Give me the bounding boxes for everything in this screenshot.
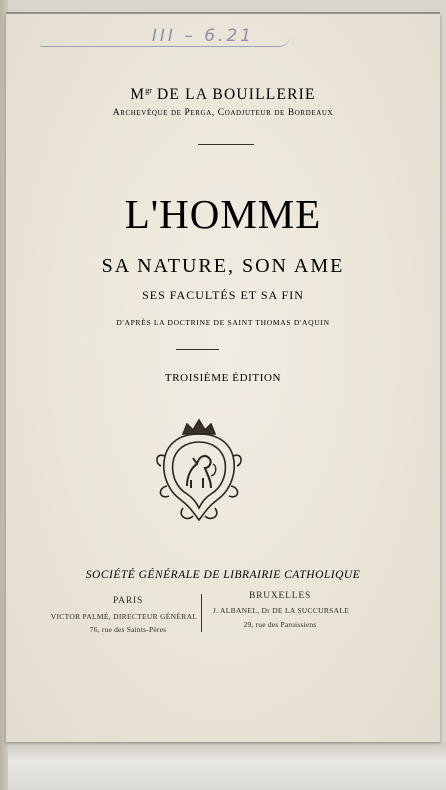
table-surface bbox=[0, 742, 446, 790]
heraldic-lion-emblem-icon bbox=[153, 416, 245, 528]
book-title: L'HOMME bbox=[124, 191, 322, 237]
book-subtitle-2: SES FACULTÉS ET SA FIN bbox=[142, 288, 304, 302]
brussels-address: 29, rue des Paroissiens bbox=[243, 620, 317, 629]
paris-director-line: VICTOR PALMÉ, DIRECTEUR GÉNÉRAL bbox=[50, 612, 198, 621]
paris-address: 76, rue des Saints-Pères bbox=[89, 625, 167, 634]
book-subtitle-3: D'APRÈS LA DOCTRINE DE SAINT THOMAS D'AQUIN bbox=[116, 318, 330, 327]
author-surname: DE LA BOUILLERIE bbox=[157, 86, 316, 104]
author-title: Archevêque de Perga, Coadjuteur de Bordeaux bbox=[112, 108, 334, 118]
publisher-name: SOCIÉTÉ GÉNÉRALE DE LIBRAIRIE CATHOLIQUE bbox=[85, 569, 361, 581]
author-prefix-sup: gr bbox=[145, 86, 152, 95]
divider-rule-top bbox=[198, 144, 254, 145]
author-prefix: M bbox=[130, 86, 146, 104]
brussels-branch-line: J. ALBANEL, Dr DE LA SUCCURSALE bbox=[212, 606, 350, 615]
brussels-city: BRUXELLES bbox=[248, 591, 312, 601]
edition-label: TROISIÈME ÉDITION bbox=[164, 372, 282, 384]
author-name bbox=[0, 86, 446, 104]
city-divider bbox=[201, 594, 202, 632]
book-subtitle-1: SA NATURE, SON AME bbox=[101, 255, 345, 277]
shelfmark-pencil-note: III – 6.21 bbox=[151, 26, 255, 46]
divider-rule-mid bbox=[176, 349, 219, 350]
paris-city: PARIS bbox=[112, 596, 144, 606]
